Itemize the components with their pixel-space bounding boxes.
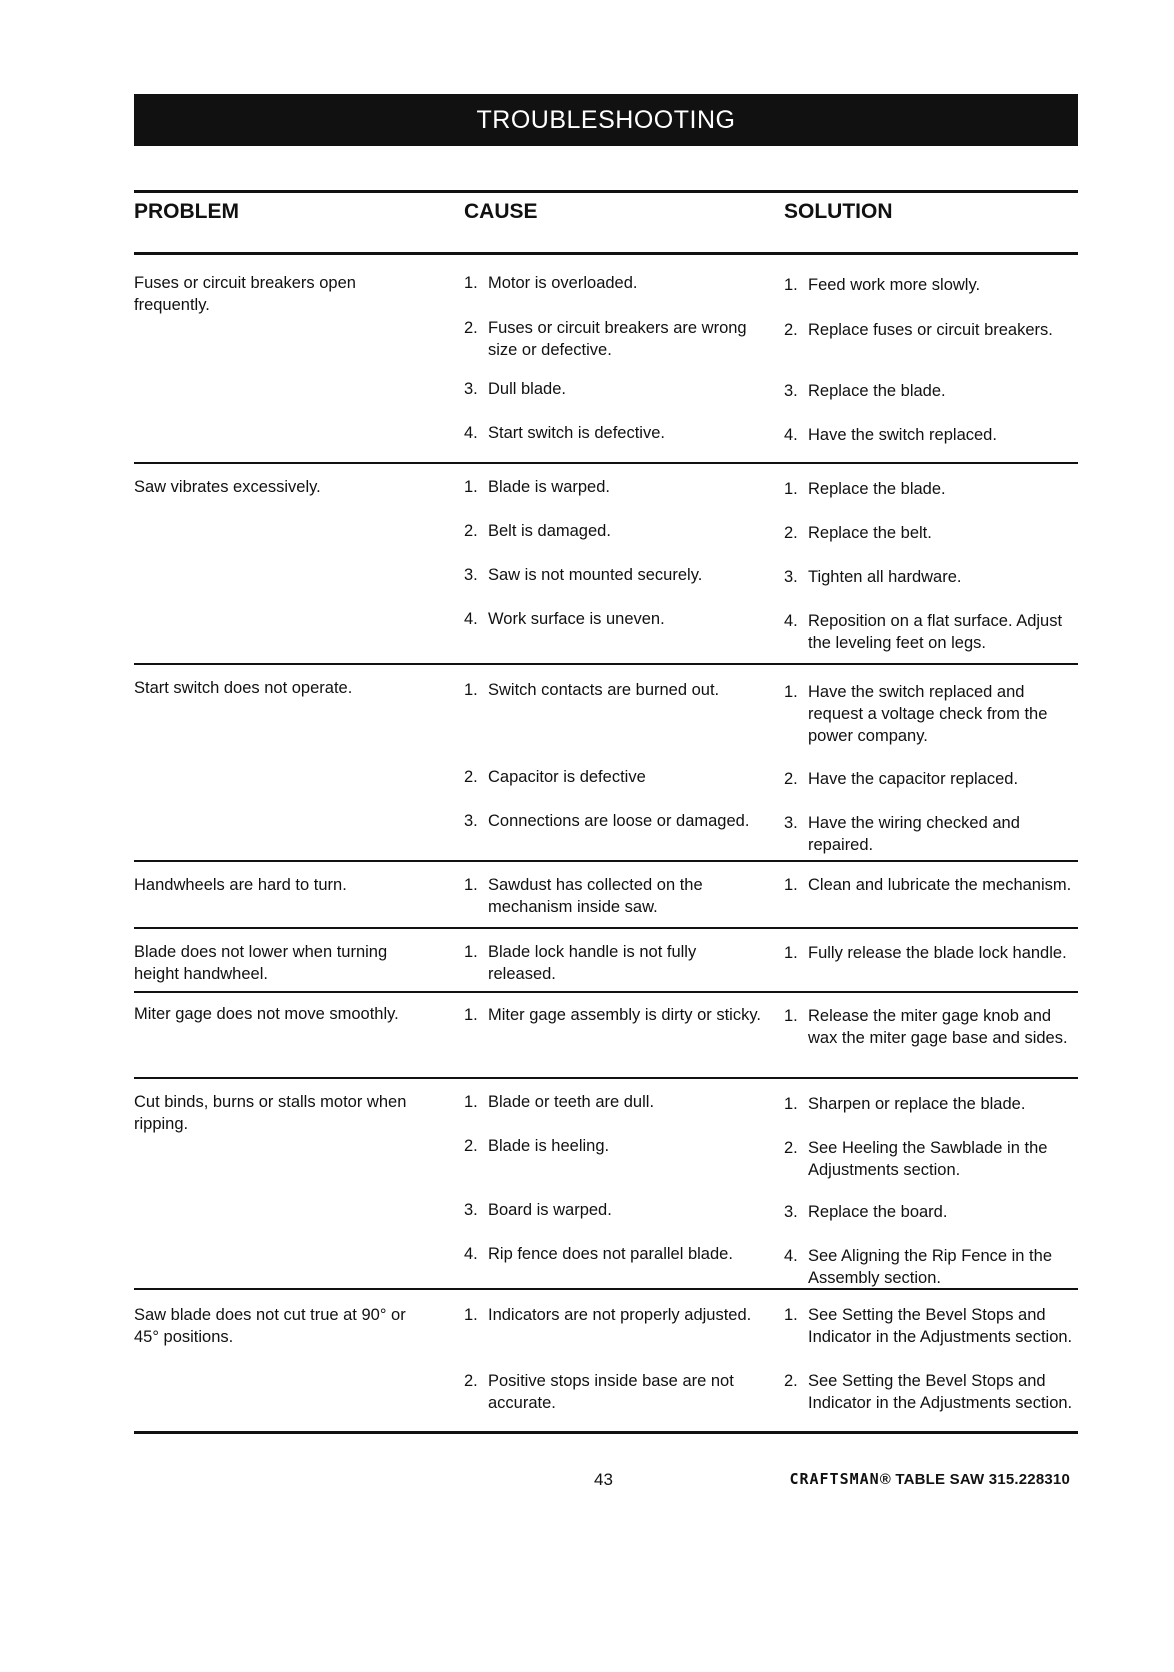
footer-model bbox=[789, 1470, 1070, 1488]
table-row: Miter gage does not move smoothly. 1. Miter gage assembly is dirty or sticky. 1. Release the miter gage knob and wax the miter gage base and sides. bbox=[134, 993, 1078, 1079]
registered-mark: ® bbox=[879, 1471, 891, 1488]
page-number: 43 bbox=[594, 1470, 613, 1489]
table-row: Start switch does not operate. 1. Switch contacts are burned out. 2. Capacitor is defective 3. Connections are loose or damaged. 1. Have the switch replaced and request a voltage check from the power company. 2. Have the capacitor replaced. 3. Have the wiring checked and repaired. bbox=[134, 665, 1078, 862]
troubleshooting-table bbox=[134, 256, 1078, 1434]
header-bottom-rule bbox=[134, 252, 1078, 255]
problem-text: Saw vibrates excessively. bbox=[134, 478, 321, 496]
page-title: TROUBLESHOOTING bbox=[476, 105, 736, 134]
model-text: TABLE SAW 315.228310 bbox=[895, 1471, 1070, 1488]
table-row: Handwheels are hard to turn. 1. Sawdust has collected on the mechanism inside saw. 1. Clean and lubricate the mechanism. bbox=[134, 862, 1078, 929]
table-bottom-rule bbox=[134, 1431, 1078, 1434]
solution-column-header: SOLUTION bbox=[784, 200, 893, 223]
problem-text: Saw blade does not cut true at 90° or 45° positions. bbox=[134, 1306, 406, 1346]
problem-text: Miter gage does not move smoothly. bbox=[134, 1005, 399, 1023]
problem-text: Cut binds, burns or stalls motor when ripping. bbox=[134, 1093, 407, 1133]
table-row: Blade does not lower when turning height handwheel. 1. Blade lock handle is not fully released. 1. Fully release the blade lock handle. bbox=[134, 929, 1078, 993]
table-row: Saw vibrates excessively. 1. Blade is warped. 2. Belt is damaged. 3. Saw is not mounted securely. 4. Work surface is uneven. 1. Replace the blade. 2. Replace the belt. 3. Tighten all hardware. 4. Reposition on a flat surface. Adjust the leveling feet on legs. bbox=[134, 464, 1078, 665]
header-top-rule bbox=[134, 190, 1078, 193]
table-row: Fuses or circuit breakers open frequently. 1. Motor is overloaded. 2. Fuses or circuit breakers are wrong size or defective. 3. Dull blade. 4. Start switch is defective. 1. Feed work more slowly. 2. Replace fuses or circuit breakers. 3. Replace the blade. 4. Have the switch replaced. bbox=[134, 256, 1078, 464]
table-row: Saw blade does not cut true at 90° or 45° positions. 1. Indicators are not properly adjusted. 2. Positive stops inside base are not accurate. 1. See Setting the Bevel Stops and Indicator in the Adjustments section. 2. See Setting the Bevel Stops and Indicator in the Adjustments section. bbox=[134, 1290, 1078, 1434]
cause-column-header: CAUSE bbox=[464, 200, 538, 223]
craftsman-logo: CRAFTSMAN bbox=[789, 1470, 880, 1488]
problem-text: Blade does not lower when turning height handwheel. bbox=[134, 943, 388, 983]
problem-text: Start switch does not operate. bbox=[134, 679, 353, 697]
problem-text: Handwheels are hard to turn. bbox=[134, 876, 347, 894]
table-row: Cut binds, burns or stalls motor when ripping. 1. Blade or teeth are dull. 2. Blade is heeling. 3. Board is warped. 4. Rip fence does not parallel blade. 1. Sharpen or replace the blade. 2. See Heeling the Sawblade in the Adjustments section. 3. Replace the board. 4. See Aligning the Rip Fence in the Assembly section. bbox=[134, 1079, 1078, 1290]
page-title-banner bbox=[134, 94, 1078, 146]
problem-text: Fuses or circuit breakers open frequently. bbox=[134, 274, 356, 314]
problem-column-header: PROBLEM bbox=[134, 200, 239, 223]
